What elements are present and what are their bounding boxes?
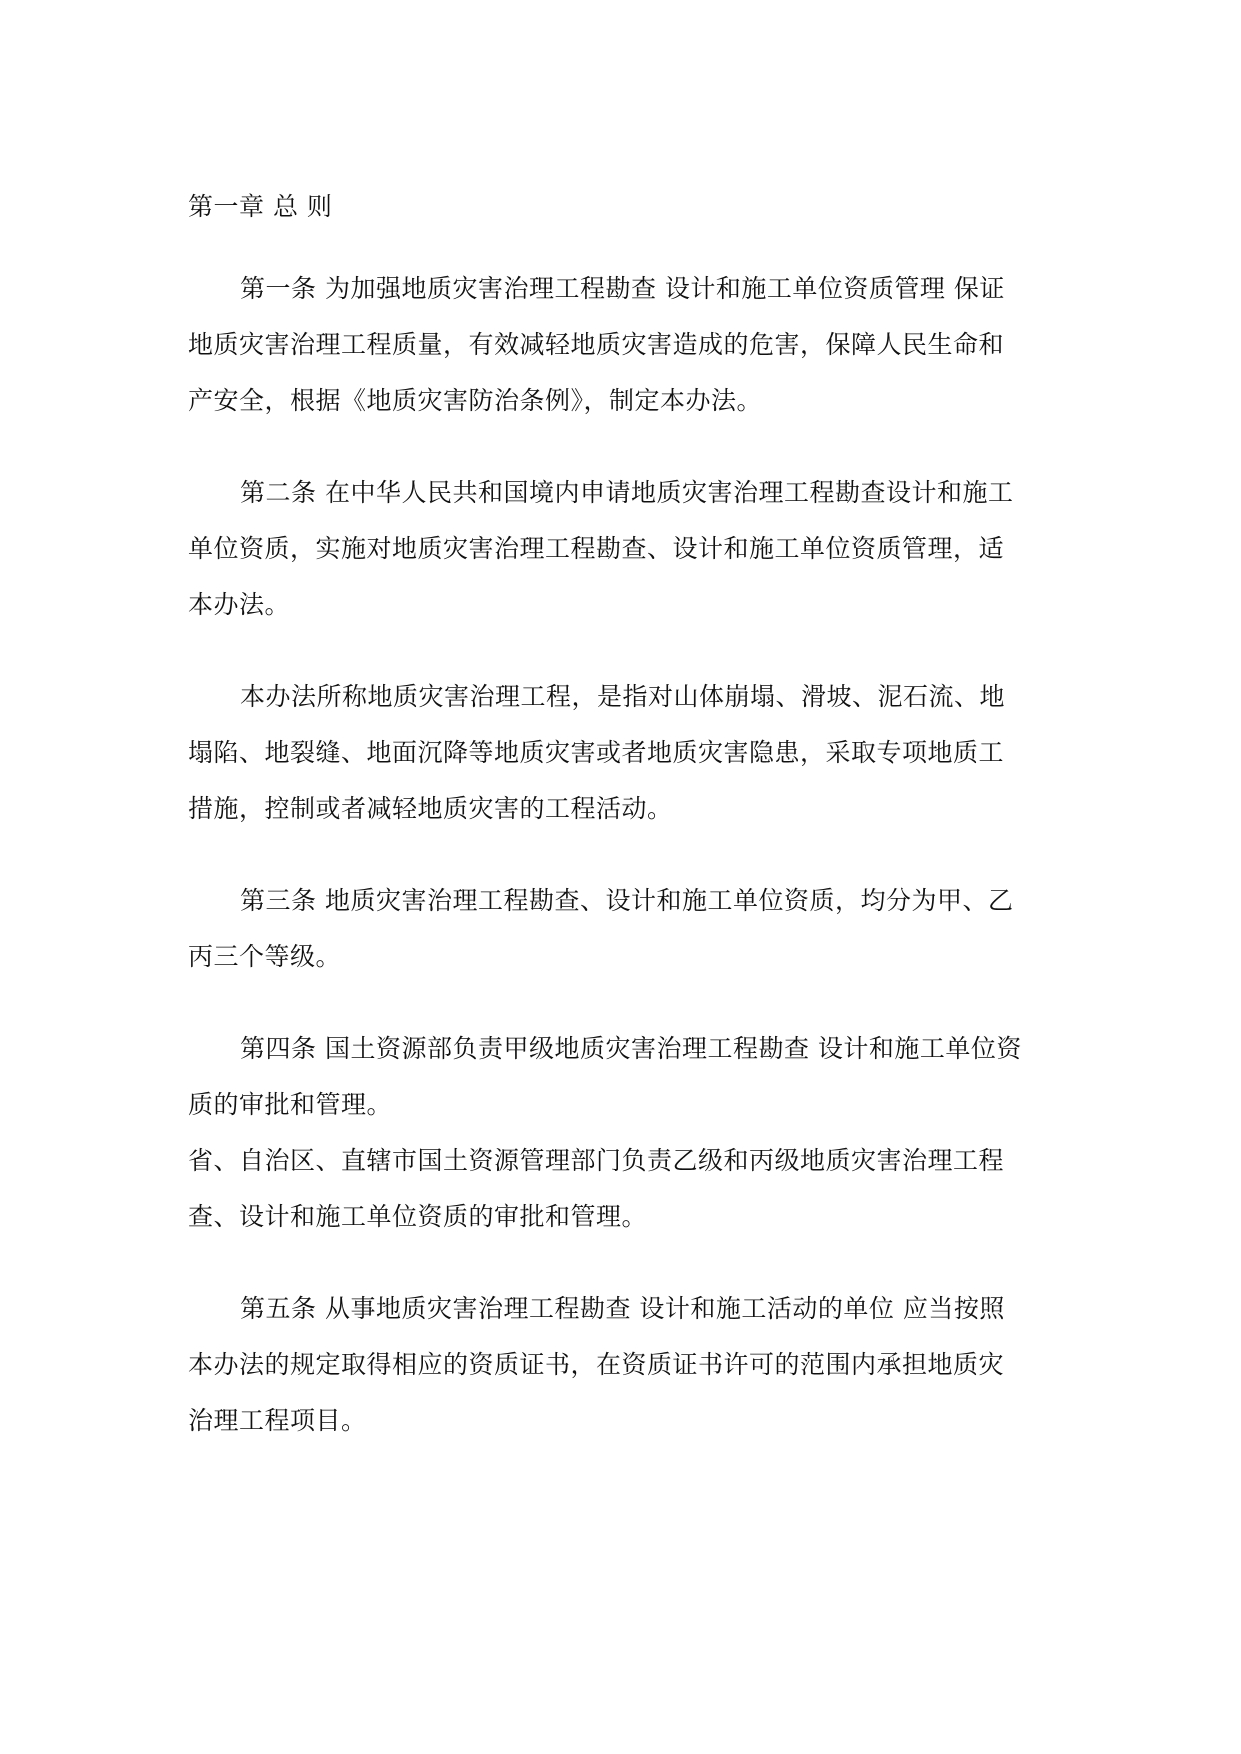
definition-line-3: 措施，控制或者减轻地质灾害的工程活动。: [188, 794, 673, 823]
article-5-line-1: 第五条 从事地质灾害治理工程勘查 设计和施工活动的单位 应当按照: [240, 1294, 1005, 1323]
article-4-line-1: 第四条 国土资源部负责甲级地质灾害治理工程勘查 设计和施工单位资: [240, 1034, 1022, 1063]
article-4-provincial-line-1: 省、自治区、直辖市国土资源管理部门负责乙级和丙级地质灾害治理工程: [188, 1146, 1005, 1175]
article-1-line-2: 地质灾害治理工程质量，有效减轻地质灾害造成的危害，保障人民生命和: [188, 330, 1005, 359]
article-1-line-3: 产安全，根据《地质灾害防治条例》，制定本办法。: [188, 386, 763, 415]
article-3-line-1: 第三条 地质灾害治理工程勘查、设计和施工单位资质，均分为甲、乙: [240, 886, 1014, 915]
article-5-line-3: 治理工程项目。: [188, 1406, 367, 1435]
article-2-line-2: 单位资质，实施对地质灾害治理工程勘查、设计和施工单位资质管理，适: [188, 534, 1005, 563]
chapter-title: 第一章 总 则: [188, 192, 333, 221]
definition-line-1: 本办法所称地质灾害治理工程，是指对山体崩塌、滑坡、泥石流、地: [240, 682, 1006, 711]
definition-line-2: 塌陷、地裂缝、地面沉降等地质灾害或者地质灾害隐患，采取专项地质工: [188, 738, 1005, 767]
article-1-line-1: 第一条 为加强地质灾害治理工程勘查 设计和施工单位资质管理 保证: [240, 274, 1005, 303]
article-4-provincial-line-2: 查、设计和施工单位资质的审批和管理。: [188, 1202, 648, 1231]
article-5-line-2: 本办法的规定取得相应的资质证书，在资质证书许可的范围内承担地质灾: [188, 1350, 1005, 1379]
document-body: [188, 190, 1058, 1670]
article-2-line-1: 第二条 在中华人民共和国境内申请地质灾害治理工程勘查设计和施工: [240, 478, 1014, 507]
article-2-line-3: 本办法。: [188, 590, 291, 619]
article-3-line-2: 丙三个等级。: [188, 942, 342, 971]
article-4-line-2: 质的审批和管理。: [188, 1090, 393, 1119]
